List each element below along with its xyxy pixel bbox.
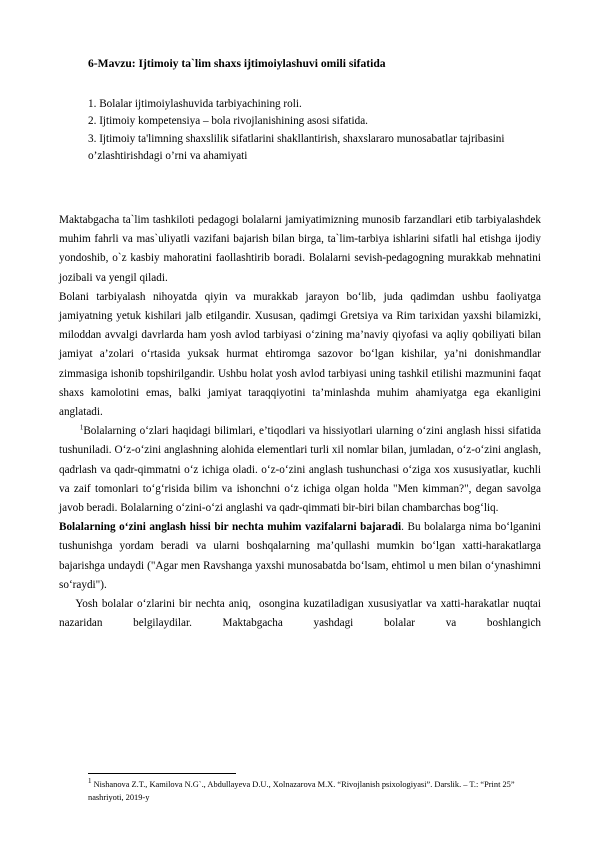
footnote-mark: 1 [88, 777, 92, 786]
body-text [59, 211, 544, 633]
footnote [88, 778, 543, 804]
paragraph-1: Maktabgacha ta`lim tashkiloti pedagogi bolalarni jamiyatimizning munosib farzandlari etib tarbiyalashdek muhim fahrli va mas`uliyatli vazifani bajarish bilan birga, ta`lim-tarbiya ishlarini sifatli hal etishga ijodiy yondoshib, o`z kasbiy mahoratini faollashtirib boradi. Bolalarni sevish-pedagogning murakkab mehnatini jozibali va yengil qiladi. [59, 214, 541, 284]
paragraph-4-bold-lead: Bolalarning o‘zini anglash hissi bir nechta muhim vazifalarni bajaradi [59, 521, 402, 534]
paragraph-5: Yosh bolalar o‘zlarini bir nechta aniq, osongina kuzatiladigan xususiyatlar va xatti-harakatlar nuqtai nazaridan belgilaydilar. Maktabgacha yashdagi bolalar va boshlangich [59, 598, 544, 630]
footnote-reference: 1 [79, 423, 84, 432]
paragraph-3-text: Bolalarning o‘zlari haqidagi bilimlari, e’tiqodlari va hissiyotlari ularning o‘zini anglash hissi sifatida tushuniladi. O‘z-o‘zini anglashning alohida elementlari turli xil nomlar bilan, jumladan, o‘z-o‘zini anglash, qadrlash va qadr-qimmatni o‘z ichiga oladi. o‘z-o‘zini anglash tushunchasi o‘ziga xos xususiyatlar, kuchli va zaif tomonlari to‘g‘risida bilim va ishonchni o‘z ichiga olgan holda "Men kimman?", degan savolga javob beradi. Bolalarning o‘zini-o‘zi anglashi va qadr-qimmati bir-biri bilan chambarchas bog‘liq. [59, 425, 541, 515]
plan-item: 1. Bolalar ijtimoiylashuvida tarbiyachining roli. [88, 98, 302, 110]
paragraph-4 [59, 518, 541, 595]
paragraph-3 [59, 422, 541, 518]
footnote-text: Nishanova Z.T., Kamilova N.G`., Abdullayeva D.U., Xolnazarova M.X. “Rivojlanish psixologiyasi”. Darslik. – T.: “Print 25” nashriyoti, 2019-y [88, 780, 515, 802]
paragraph-2: Bolani tarbiyalash nihoyatda qiyin va murakkab jarayon bo‘lib, juda qadimdan ushbu faoliyatga jamiyatning yetuk kishilari jalb etilgandir. Xususan, qadimgi Gretsiya va Rim tarixidan yaxshi bilamizki, miloddan avvalgi davrlarda ham yosh avlod tarbiyasi o‘zining ma’naviy qiyofasi va aqliy qobiliyati bilan jamiyat a’zolari o‘rtasida yuksak hurmat ehtiromga sazovor bo‘lgan kishilar, ya’ni donishmandlar zimmasiga ishonib topshirilgandir. Ushbu holat yosh avlod tarbiyasi uning tashkil etilishi mazmunini faqat shaxs kamolotini emas, balki jamiyat taraqqiyotini ta’minlashda muhim ahamiyatga ega ekanligini anglatadi. [59, 290, 541, 419]
topic-heading: 6-Mavzu: Ijtimoiy ta`lim shaxs ijtimoiylashuvi omili sifatida [88, 57, 386, 70]
plan-item: 3. Ijtimoiy ta'limning shaxslilik sifatlarini shakllantirish, shaxslararo munosabatlar tajribasini o’zlashtirishdagi o’rni va ahamiyati [88, 132, 505, 162]
paragraph-3-indent [59, 425, 80, 437]
paragraph-4-text: . Bu bolalarga nima bo‘lganini tushunishga yordam beradi va ularni boshqalarning ma’qullashi mumkin bo‘lgan xatti-harakatlarga bajarishga undaydi ("Agar men Ravshanga yaxshi munosabatda bo‘lsam, ehtimol u men bilan o‘ynashimni so‘raydi"). [59, 521, 541, 591]
topic-plan-list [88, 96, 543, 165]
plan-item: 2. Ijtimoiy kompetensiya – bola rivojlanishining asosi sifatida. [88, 115, 368, 128]
footnote-separator [88, 773, 236, 774]
